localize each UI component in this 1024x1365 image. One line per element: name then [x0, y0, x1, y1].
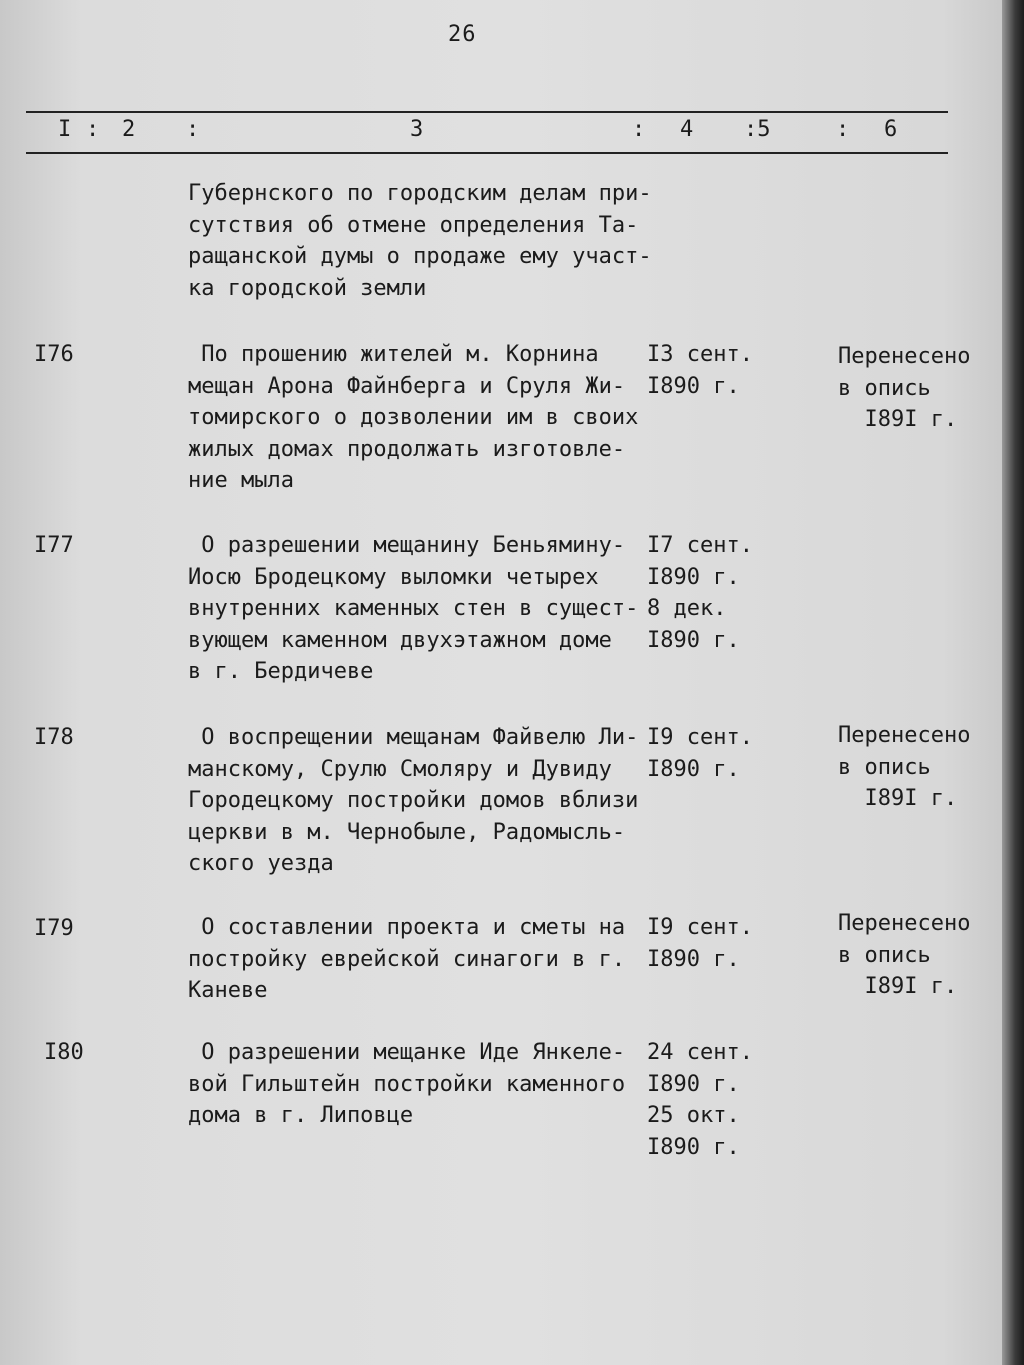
entry-note: Перенесено в опись I89I г.	[838, 344, 971, 432]
entry-description: О составлении проекта и сметы на постройку еврейской синагоги в г. Каневе	[188, 915, 626, 1003]
column-separator: :	[632, 117, 646, 142]
entry-dates: I9 сент. I890 г.	[647, 915, 753, 972]
column-header-3: 3	[410, 117, 424, 142]
column-separator: :	[86, 117, 100, 142]
column-header-2: 2	[122, 117, 136, 142]
entry-number: I79	[34, 916, 74, 941]
column-separator: :	[186, 117, 200, 142]
column-header-4: 4	[680, 117, 694, 142]
entry-dates: I3 сент. I890 г.	[647, 342, 753, 399]
page-number: 26	[448, 22, 477, 47]
header-rule-top	[26, 111, 948, 113]
entry-dates: I7 сент. I890 г. 8 дек. I890 г.	[647, 533, 753, 653]
entry-number: I80	[44, 1040, 84, 1065]
entry-number: I76	[34, 342, 74, 367]
page-edge-shadow	[1002, 0, 1024, 1365]
entry-note: Перенесено в опись I89I г.	[838, 723, 971, 811]
entry-number: I77	[34, 533, 74, 558]
entry-description: О разрешении мещанину Беньямину- Иосю Бродецкому выломки четырех внутренних каменных стен в сущест- вующем каменном двухэтажном доме в г. Бердичеве	[188, 533, 639, 684]
entry-dates: I9 сент. I890 г.	[647, 725, 753, 782]
entry-note: Перенесено в опись I89I г.	[838, 911, 971, 999]
continuation-description: Губернского по городским делам при- сутствия об отмене определения Та- ращанской думы о продаже ему участ- ка городской земли	[188, 181, 652, 301]
column-header-6: 6	[884, 117, 898, 142]
entry-description: По прошению жителей м. Корнина мещан Арона Файнберга и Сруля Жи- томирского о дозволении им в своих жилых домах продолжать изготовле- ние мыла	[188, 342, 639, 493]
column-header-5: :5	[744, 117, 771, 142]
column-header-1: I	[58, 117, 72, 142]
header-rule-bottom	[26, 152, 948, 154]
entry-number: I78	[34, 725, 74, 750]
column-separator: :	[836, 117, 850, 142]
entry-description: О разрешении мещанке Иде Янкеле- вой Гильштейн постройки каменного дома в г. Липовце	[188, 1040, 626, 1128]
entry-description: О воспрещении мещанам Файвелю Ли- манскому, Срулю Смоляру и Дувиду Городецкому постройки домов вблизи церкви в м. Чернобыле, Радомысль- ского уезда	[188, 725, 639, 876]
entry-dates: 24 сент. I890 г. 25 окт. I890 г.	[647, 1040, 753, 1160]
